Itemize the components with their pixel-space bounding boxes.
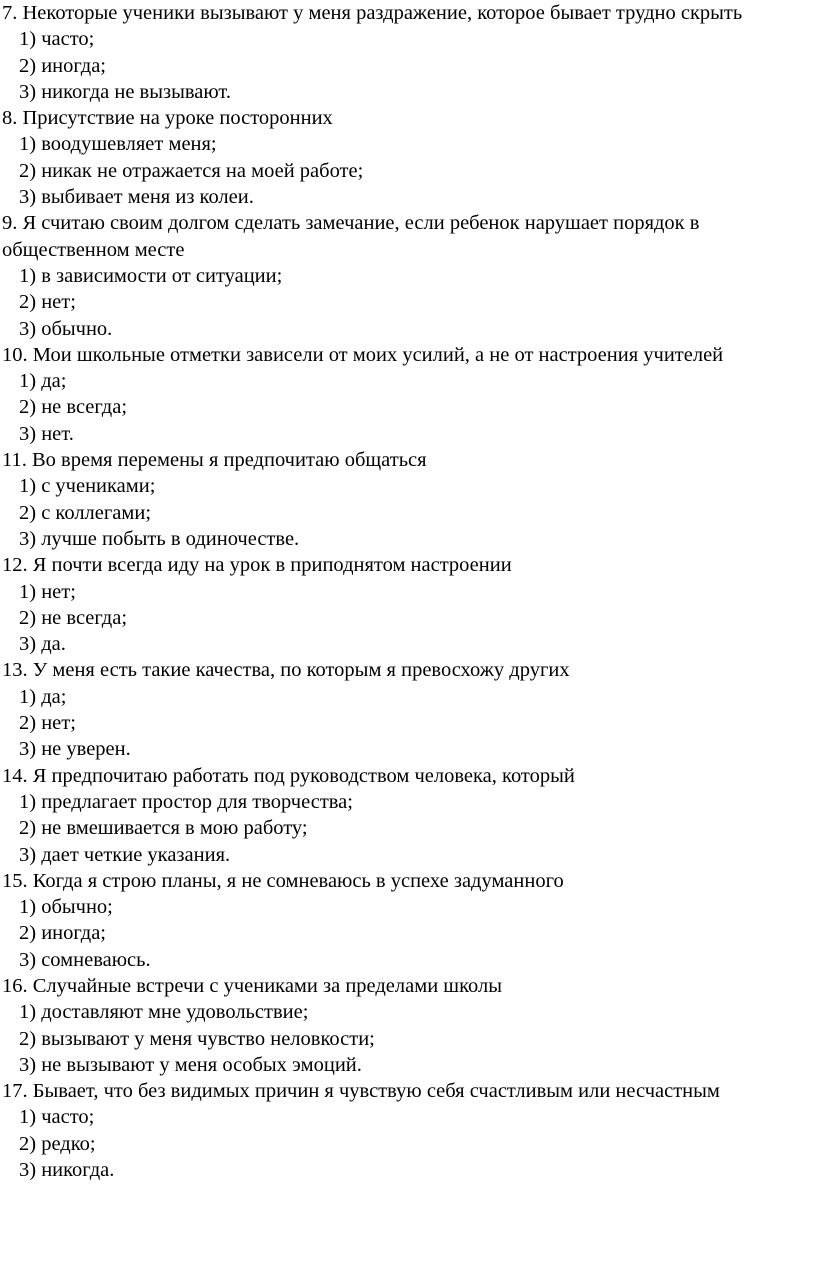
question-8 — [2, 105, 816, 210]
question-text: 14. Я предпочитаю работать под руководством человека, который — [2, 764, 575, 787]
answer-option: 2) вызывают у меня чувство неловкости; — [19, 1027, 375, 1050]
answer-option: 1) да; — [19, 370, 67, 393]
answer-option: 2) не вмешивается в мою работу; — [19, 817, 308, 840]
question-7 — [2, 0, 816, 105]
question-16 — [2, 973, 816, 1078]
answer-option: 1) обычно; — [19, 896, 113, 919]
answer-option: 3) лучше побыть в одиночестве. — [19, 527, 300, 550]
question-text: 7. Некоторые ученики вызывают у меня раздражение, которое бывает трудно скрыть — [2, 2, 743, 24]
answer-option: 3) нет. — [19, 422, 74, 445]
question-13 — [2, 657, 816, 762]
question-text: 12. Я почти всегда иду на урок в приподнятом настроении — [2, 554, 512, 577]
answer-option: 1) доставляют мне удовольствие; — [19, 1001, 309, 1024]
question-14 — [2, 763, 816, 868]
answer-option: 3) никогда. — [19, 1159, 115, 1182]
answer-option: 2) нет; — [19, 712, 76, 735]
answer-option: 3) сомневаюсь. — [19, 948, 151, 971]
question-15 — [2, 868, 816, 973]
question-10 — [2, 342, 816, 447]
answer-option: 2) никак не отражается на моей работе; — [19, 159, 364, 182]
answer-option: 2) не всегда; — [19, 396, 128, 419]
answer-option: 3) обычно. — [19, 317, 113, 340]
question-text: 16. Случайные встречи с учениками за пределами школы — [2, 974, 502, 997]
answer-option: 3) да. — [19, 633, 66, 656]
question-text: 13. У меня есть такие качества, по которым я превосхожу других — [2, 659, 570, 682]
answer-option: 1) предлагает простор для творчества; — [19, 790, 353, 813]
answer-option: 2) не всегда; — [19, 606, 128, 629]
question-text: 9. Я считаю своим долгом сделать замечание, если ребенок нарушает порядок в общественном месте — [2, 212, 700, 261]
question-text: 11. Во время перемены я предпочитаю общаться — [2, 449, 427, 472]
answer-option: 3) не уверен. — [19, 738, 131, 761]
answer-option: 2) редко; — [19, 1132, 96, 1155]
question-text: 8. Присутствие на уроке посторонних — [2, 107, 333, 130]
answer-option: 2) иногда; — [19, 922, 107, 945]
answer-option: 1) с учениками; — [19, 475, 156, 498]
answer-option: 2) нет; — [19, 291, 76, 314]
answer-option: 2) с коллегами; — [19, 501, 152, 524]
answer-option: 1) нет; — [19, 580, 76, 603]
answer-option: 3) дает четкие указания. — [19, 843, 231, 866]
answer-option: 2) иногда; — [19, 54, 107, 77]
question-12 — [2, 552, 816, 657]
answer-option: 1) часто; — [19, 1106, 95, 1129]
question-text: 15. Когда я строю планы, я не сомневаюсь в успехе задуманного — [2, 869, 564, 892]
question-11 — [2, 447, 816, 552]
question-17 — [2, 1078, 816, 1183]
question-text: 10. Мои школьные отметки зависели от моих усилий, а не от настроения учителей — [2, 343, 724, 366]
answer-option: 3) выбивает меня из колеи. — [19, 186, 254, 209]
answer-option: 3) не вызывают у меня особых эмоций. — [19, 1053, 362, 1076]
answer-option: 3) никогда не вызывают. — [19, 80, 231, 103]
answer-option: 1) часто; — [19, 28, 95, 51]
answer-option: 1) в зависимости от ситуации; — [19, 264, 283, 287]
answer-option: 1) да; — [19, 685, 67, 708]
question-text: 17. Бывает, что без видимых причин я чувствую себя счастливым или несчастным — [2, 1080, 720, 1103]
question-9 — [2, 210, 816, 341]
answer-option: 1) воодушевляет меня; — [19, 133, 217, 156]
